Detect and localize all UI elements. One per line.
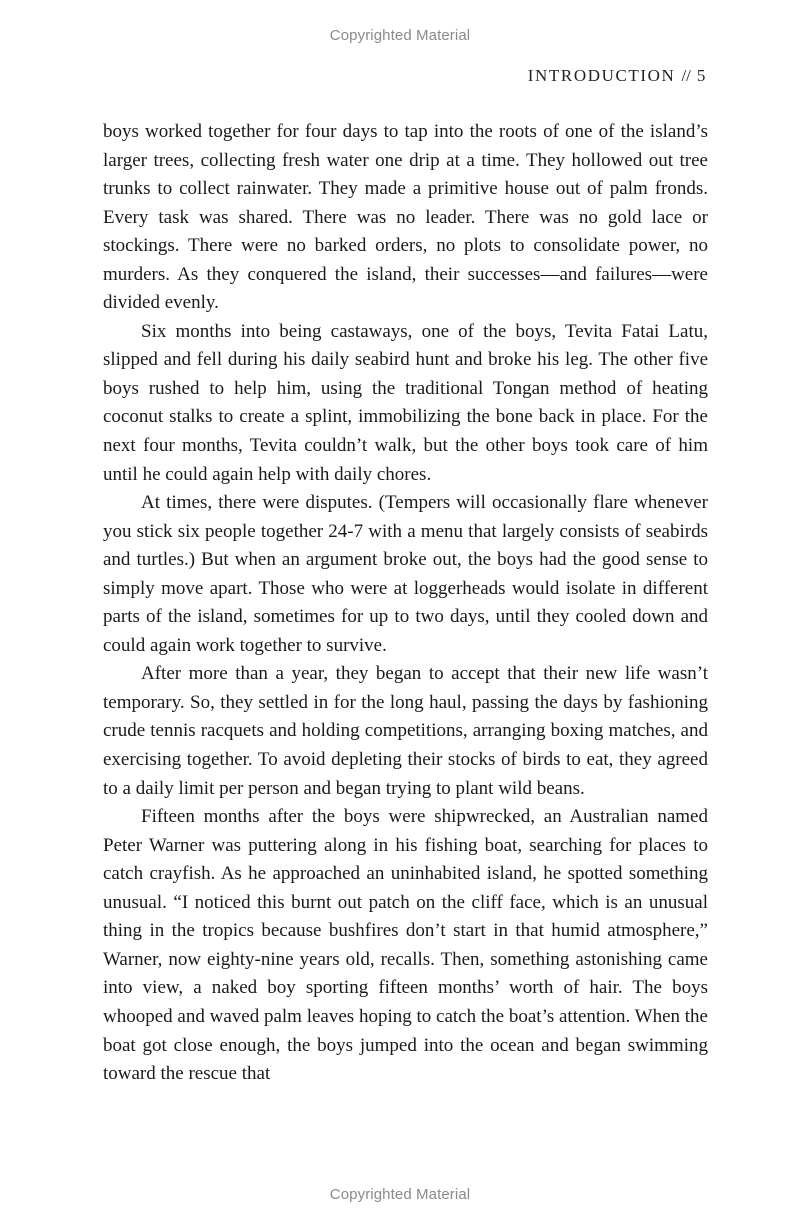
paragraph: boys worked together for four days to tap into the roots of one of the island’s larger trees, collecting fresh water one drip at a time. They hollowed out tree trunks to collect rainwater. They made a primitive house out of palm fronds. Every task was shared. There was no leader. There was no gold lace or stockings. There were no barked orders, no plots to consolidate power, no murders. As they conquered the island, their successes—and failures—were divided evenly.: [103, 121, 708, 314]
paragraph: Six months into being castaways, one of the boys, Tevita Fatai Latu, slipped and fell during his daily seabird hunt and broke his leg. The other five boys rushed to help him, using the traditional Tongan method of heating coconut stalks to create a splint, immobilizing the bone back in place. For the next four months, Tevita couldn’t walk, but the other boys took care of him until he could again help with daily chores.: [103, 320, 708, 485]
body-text: [103, 118, 708, 1089]
paragraph: After more than a year, they began to accept that their new life wasn’t temporary. So, they settled in for the long haul, passing the days by fashioning crude tennis racquets and holding competitions, arranging boxing matches, and exercising together. To avoid depleting their stocks of birds to eat, they agreed to a daily limit per person and began trying to plant wild beans.: [103, 663, 708, 799]
running-head: [528, 66, 707, 86]
page-number: 5: [696, 66, 707, 85]
paragraph: At times, there were disputes. (Tempers will occasionally flare whenever you stick six people together 24-7 with a menu that largely consists of seabirds and turtles.) But when an argument broke out, the boys had the good sense to simply move apart. Those who were at loggerheads would isolate in different parts of the island, sometimes for up to two days, until they cooled down and could again work together to survive.: [103, 492, 708, 656]
running-head-section: INTRODUCTION: [527, 66, 676, 85]
paragraph: Fifteen months after the boys were shipwrecked, an Australian named Peter Warner was puttering along in his fishing boat, searching for places to catch crayfish. As he approached an uninhabited island, he spotted something unusual. “I noticed this burnt out patch on the cliff face, which is an unusual thing in the tropics because bushfires don’t start in that humid atmosphere,” Warner, now eighty-nine years old, recalls. Then, something astonishing came into view, a naked boy sporting fifteen months’ worth of hair. The boys whooped and waved palm leaves hoping to catch the boat’s attention. When the boat got close enough, the boys jumped into the ocean and began swimming toward the rescue that: [103, 806, 708, 1085]
running-head-separator: //: [681, 66, 691, 85]
copyright-watermark-top: Copyrighted Material: [329, 27, 471, 44]
copyright-watermark-bottom: Copyrighted Material: [329, 1186, 471, 1203]
